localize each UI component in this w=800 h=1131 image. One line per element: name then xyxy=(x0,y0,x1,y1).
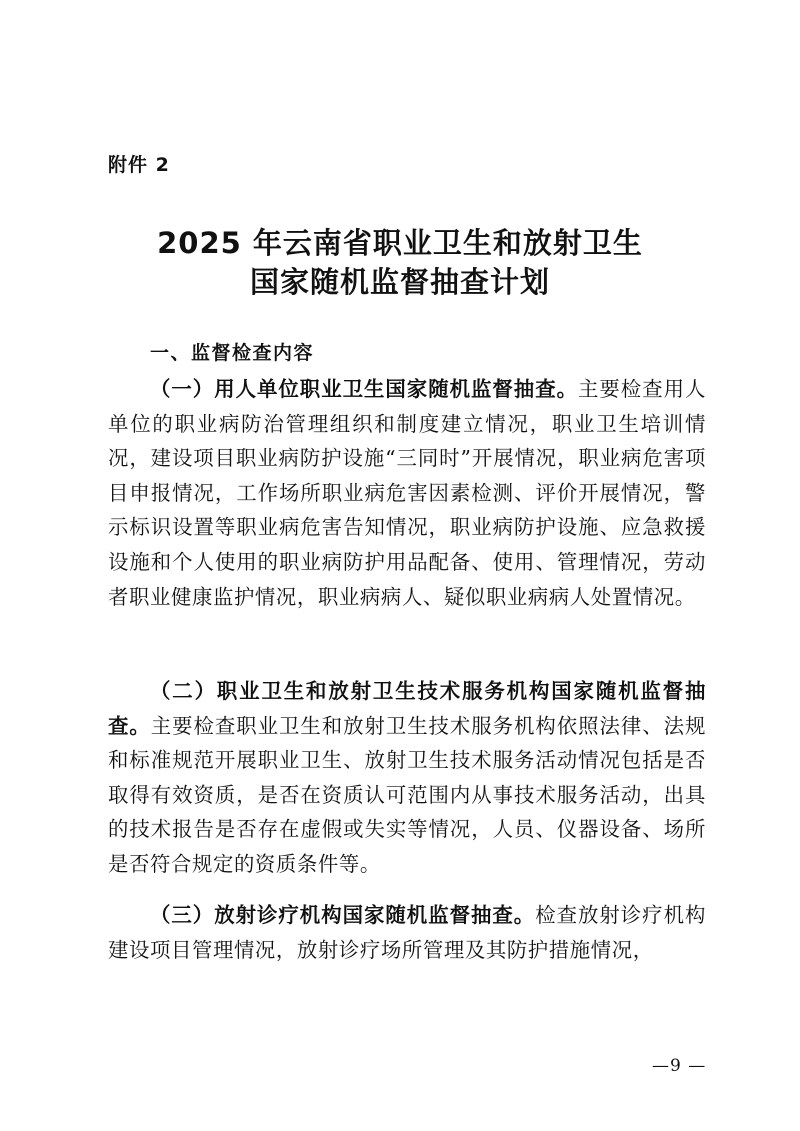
paragraph-1-text: 主要检查用人单位的职业病防治管理组织和制度建立情况，职业卫生培训情况，建设项目职业病防护设施“三同时”开展情况，职业病危害项目申报情况，工作场所职业病危害因素检测、评价开展情况，警示标识设置等职业病危害告知情况，职业病防护设施、应急救援设施和个人使用的职业病防护用品配备、使用、管理情况，劳动者职业健康监护情况，职业病病人、疑似职业病病人处置情况。 xyxy=(108,377,706,609)
page-number: —9 — xyxy=(652,1056,707,1076)
document-title-line-2: 国家随机监督抽查计划 xyxy=(249,265,550,299)
paragraph-1 xyxy=(108,372,706,614)
paragraph-3-text: 检查放射诊疗机构建设项目管理情况，放射诊疗场所管理及其防护措施情况， xyxy=(108,903,706,962)
paragraph-3-subheading: （三）放射诊疗机构国家随机监督抽查。 xyxy=(150,903,536,927)
paragraph-3 xyxy=(108,898,706,967)
paragraph-2-subheading: （二）职业卫生和放射卫生技术服务机构国家随机监督抽查。 xyxy=(108,679,706,738)
section-heading: 一、监督检查内容 xyxy=(150,342,315,364)
paragraph-1-subheading: （一）用人单位职业卫生国家随机监督抽查。 xyxy=(150,377,578,401)
document-title-line-1: 2025 年云南省职业卫生和放射卫生 xyxy=(157,226,643,260)
paragraph-2-text: 主要检查职业卫生和放射卫生技术服务机构依照法律、法规和标准规范开展职业卫生、放射卫生技术服务活动情况包括是否取得有效资质，是否在资质认可范围内从事技术服务活动，出具的技术报告是否存在虚假或失实等情况，人员、仪器设备、场所是否符合规定的资质条件等。 xyxy=(108,713,706,876)
paragraph-2 xyxy=(108,674,706,882)
attachment-label: 附件 2 xyxy=(108,154,170,176)
